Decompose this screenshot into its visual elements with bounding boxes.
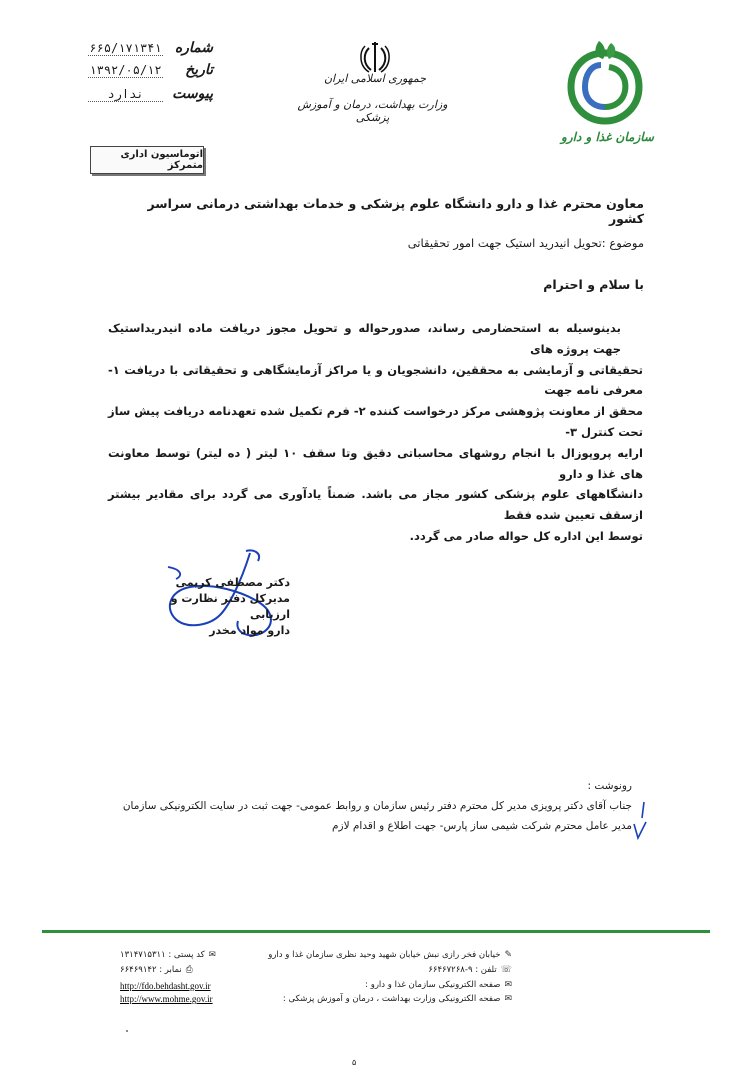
letter-attachment [88, 86, 213, 102]
automation-stamp: اتوماسیون اداری متمرکز [90, 146, 204, 174]
letter-number [88, 40, 213, 56]
body-line: محقق از معاونت پژوهشی مرکز درخواست کننده ۲- فرم تکمیل شده تعهدنامه دریافت پیش ساز تحت کنترل ۳- [108, 404, 643, 439]
fax-text: نمابر : ۶۶۴۶۹۱۴۲ [120, 965, 182, 975]
body-line: توسط این اداره کل حواله صادر می گردد. [409, 528, 643, 543]
address-text: خیابان فخر رازی نبش خیابان شهید وحید نظری سازمان غذا و دارو [268, 950, 501, 960]
postal-code-text: کد پستی : ۱۳۱۴۷۱۵۳۱۱ [120, 950, 205, 960]
signatory-title: مدیرکل دفتر نظارت و ارزیابی [170, 592, 290, 621]
scan-speck [126, 1030, 128, 1032]
organization-name: سازمان غذا و دارو [561, 130, 654, 144]
footer-phone [428, 965, 512, 975]
footer-org-web [365, 980, 512, 990]
ministry-web-label: صفحه الکترونیکی وزارت بهداشت ، درمان و آموزش پزشکی : [282, 994, 501, 1004]
body-line: ارایه پروپوزال با انجام روشهای محاسباتی دقیق وتا سقف ۱۰ لیتر ( ده لیتر) توسط معاونت های غذا و دارو [108, 445, 643, 481]
page-number: ۵ [352, 1058, 357, 1067]
cc-line: مدیر عامل محترم شرکت شیمی ساز پارس- جهت اطلاع و اقدام لازم [332, 820, 632, 832]
location-icon: ✎ [504, 950, 512, 960]
ministry-website-link[interactable]: http://www.mohme.gov.ir [120, 994, 213, 1004]
body-line: تحقیقاتی و آزمایشی به محققین، دانشجویان و یا مراکز آزمایشگاهی و تحقیقاتی با دریافت ۱- معرفی نامه جهت [108, 362, 643, 398]
date-value: ۱۳۹۲/۰۵/۱۲ [89, 63, 162, 77]
attachment-value: ندارد [88, 87, 163, 102]
signature-block [160, 575, 290, 639]
signatory-name: دکتر مصطفی کریمی [175, 576, 290, 589]
body-line: دانشگاههای علوم پزشکی کشور مجاز می باشد. ضمناً یادآوری می گردد برای مقادیر بیشتر ازسقف تعیین شده فقط [108, 487, 643, 523]
body-line: بدینوسیله به استحضارمی رساند، صدورحواله و تحویل مجوز دریافت ماده انیدریداستیک جهت پروژه های [108, 321, 621, 356]
signatory-title: دارو مواد مخدر [209, 624, 290, 637]
number-value: ۶۶۵/۱۷۱۳۴۱ [89, 41, 162, 55]
footer-postal-code [120, 950, 216, 960]
letter-date [88, 62, 213, 78]
state-emblem-icon [355, 40, 395, 76]
footer-address [268, 950, 512, 960]
cc-line: جناب آقای دکتر پرویزی مدیر کل محترم دفتر رئیس سازمان و روابط عمومی- جهت ثبت در سایت الکترونیکی سازمان [122, 800, 632, 812]
ministry-title: وزارت بهداشت، درمان و آموزش پزشکی [297, 98, 448, 124]
org-web-label: صفحه الکترونیکی سازمان غذا و دارو : [365, 980, 501, 990]
republic-title: جمهوری اسلامی ایران [323, 72, 427, 85]
phone-icon: ☏ [500, 965, 512, 975]
web-icon: ✉ [504, 994, 512, 1004]
mailbox-icon: ✉ [208, 950, 216, 960]
org-website-link[interactable]: http://fdo.behdasht.gov.ir [120, 981, 211, 991]
date-label: تاریخ [185, 62, 213, 78]
footer-divider [42, 930, 710, 933]
attachment-label: پیوست [172, 86, 213, 102]
footer-fax [120, 965, 193, 975]
letter-body [108, 318, 643, 547]
check-mark-icon [632, 800, 648, 840]
cc-heading: رونوشت : [587, 780, 632, 792]
recipient: معاون محترم غذا و دارو دانشگاه علوم پزشکی و خدمات بهداشتی درمانی سراسر کشور [147, 196, 644, 226]
number-label: شماره [174, 40, 213, 56]
footer-ministry-web [283, 994, 512, 1004]
web-icon: ✉ [504, 980, 512, 990]
fax-icon: ⎙ [185, 965, 193, 975]
greeting: با سلام و احترام [543, 277, 644, 292]
phone-text: تلفن : ۹-۶۶۴۶۷۲۶۸ [428, 965, 497, 975]
subject-line: موضوع :تحویل انیدرید استیک جهت امور تحقیقاتی [407, 236, 644, 250]
